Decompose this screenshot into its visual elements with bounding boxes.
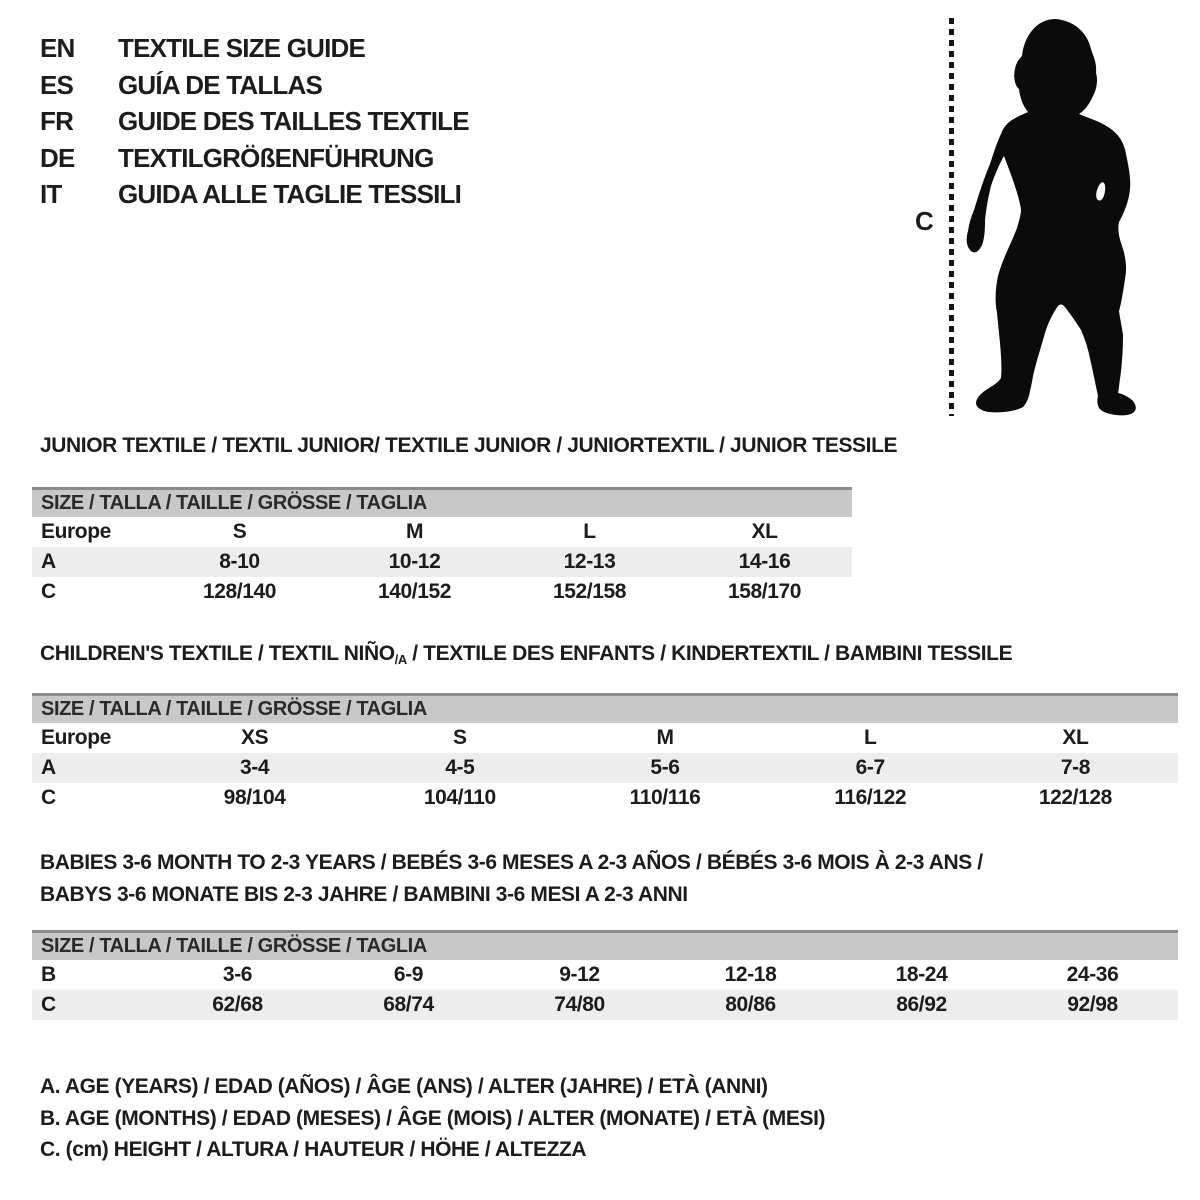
language-label: GUIDE DES TAILLES TEXTILE — [118, 106, 469, 136]
table-row-a — [32, 753, 1178, 783]
table-cell: 5-6 — [650, 756, 680, 779]
toddler-silhouette-image — [963, 16, 1138, 416]
language-code: IT — [40, 179, 62, 209]
table-cell: 12-13 — [563, 550, 616, 573]
table-cell: 110/116 — [629, 786, 701, 809]
children-size-table — [32, 693, 1178, 813]
height-measure-dashed-line — [949, 18, 954, 416]
table-cell: 9-12 — [559, 963, 600, 986]
table-cell: L — [863, 726, 877, 749]
table-header-row — [32, 517, 852, 547]
footnote-b: B. AGE (MONTHS) / EDAD (MESES) / ÂGE (MOIS) / ALTER (MONATE) / ETÀ (MESI) — [40, 1106, 826, 1130]
table-cell: XS — [240, 726, 269, 749]
row-label-cell: C — [41, 786, 56, 809]
table-cell: 12-18 — [724, 963, 777, 986]
row-label-cell: Europe — [41, 726, 111, 749]
table-cell: 98/104 — [223, 786, 286, 809]
row-label-cell: A — [41, 756, 56, 779]
table-cell: XL — [1062, 726, 1089, 749]
table-cell: 158/170 — [727, 580, 802, 603]
language-code: ES — [40, 69, 74, 100]
table-cell: S — [232, 520, 247, 543]
babies-size-table — [32, 930, 1178, 1020]
language-label: GUÍA DE TALLAS — [118, 69, 323, 100]
language-row — [40, 140, 469, 177]
language-row — [40, 176, 469, 213]
table-cell: S — [453, 726, 467, 749]
table-cell: 128/140 — [202, 580, 277, 603]
table-cell: 4-5 — [445, 756, 475, 779]
table-header-row — [32, 723, 1178, 753]
table-cell: M — [405, 520, 424, 543]
table-cell: 3-6 — [222, 963, 253, 986]
table-cell: 122/128 — [1038, 786, 1112, 809]
babies-section-title-line1: BABIES 3-6 MONTH TO 2-3 YEARS / BEBÉS 3-6 MESES A 2-3 AÑOS / BÉBÉS 3-6 MOIS À 2-3 ANS / — [40, 851, 983, 874]
table-cell: 116/122 — [834, 786, 907, 809]
language-row — [40, 67, 469, 104]
row-label-cell: C — [41, 993, 56, 1016]
table-cell: 80/86 — [725, 993, 776, 1016]
table-cell: 8-10 — [219, 550, 260, 573]
size-header-bar: SIZE / TALLA / TAILLE / GRÖSSE / TAGLIA — [32, 487, 852, 517]
junior-size-table — [32, 487, 852, 607]
table-cell: 62/68 — [212, 993, 263, 1016]
table-row-c — [32, 990, 1178, 1020]
row-label-cell: C — [41, 580, 56, 603]
height-measure-label: C — [915, 206, 934, 236]
table-cell: 104/110 — [423, 786, 496, 809]
language-label: GUIDA ALLE TAGLIE TESSILI — [118, 179, 462, 209]
toddler-silhouette-path — [967, 19, 1136, 415]
language-label: TEXTILGRÖßENFÜHRUNG — [118, 142, 434, 173]
babies-section-title — [40, 847, 983, 911]
table-cell: 18-24 — [895, 963, 948, 986]
table-cell: 86/92 — [896, 993, 947, 1016]
table-cell: 24-36 — [1066, 963, 1119, 986]
table-row-a — [32, 547, 852, 577]
language-row — [40, 103, 469, 140]
junior-section-title: JUNIOR TEXTILE / TEXTIL JUNIOR/ TEXTILE JUNIOR / JUNIORTEXTIL / JUNIOR TESSILE — [40, 434, 898, 457]
row-label-cell: B — [41, 963, 56, 986]
table-cell: 6-7 — [855, 756, 885, 779]
table-cell: 74/80 — [554, 993, 605, 1016]
footnote-c: C. (cm) HEIGHT / ALTURA / HAUTEUR / HÖHE / ALTEZZA — [40, 1138, 587, 1161]
table-row-c — [32, 577, 852, 607]
children-title-sub: /A — [394, 652, 407, 667]
children-title-post: / TEXTILE DES ENFANTS / KINDERTEXTIL / BAMBINI TESSILE — [406, 642, 1013, 665]
table-row-c — [32, 783, 1178, 813]
table-cell: L — [583, 520, 596, 543]
table-cell: 10-12 — [388, 550, 441, 573]
babies-section-title-line2: BABYS 3-6 MONATE BIS 2-3 JAHRE / BAMBINI 3-6 MESI A 2-3 ANNI — [40, 883, 688, 906]
footnote-a: A. AGE (YEARS) / EDAD (AÑOS) / ÂGE (ANS) / ALTER (JAHRE) / ETÀ (ANNI) — [40, 1075, 768, 1098]
table-cell: 140/152 — [377, 580, 452, 603]
table-row-b — [32, 960, 1178, 990]
table-cell: 3-4 — [240, 756, 270, 779]
language-code: DE — [40, 142, 75, 173]
children-title-pre: CHILDREN'S TEXTILE / TEXTIL NIÑO — [40, 642, 395, 665]
language-code: EN — [40, 33, 75, 63]
footnotes-block — [40, 1071, 825, 1166]
table-cell: XL — [751, 520, 778, 543]
table-cell: 152/158 — [552, 580, 627, 603]
language-guide-block — [40, 30, 469, 213]
table-cell: 92/98 — [1067, 993, 1118, 1016]
size-header-bar: SIZE / TALLA / TAILLE / GRÖSSE / TAGLIA — [32, 930, 1178, 960]
row-label-cell: Europe — [41, 520, 111, 543]
children-section-title — [40, 642, 1012, 667]
table-cell: 6-9 — [393, 963, 424, 986]
table-cell: 68/74 — [383, 993, 434, 1016]
language-label: TEXTILE SIZE GUIDE — [118, 33, 366, 63]
row-label-cell: A — [41, 550, 56, 573]
table-cell: 7-8 — [1060, 756, 1090, 779]
language-row — [40, 30, 469, 67]
table-cell: 14-16 — [738, 550, 791, 573]
size-header-bar: SIZE / TALLA / TAILLE / GRÖSSE / TAGLIA — [32, 693, 1178, 723]
language-code: FR — [40, 106, 74, 136]
table-cell: M — [656, 726, 674, 749]
